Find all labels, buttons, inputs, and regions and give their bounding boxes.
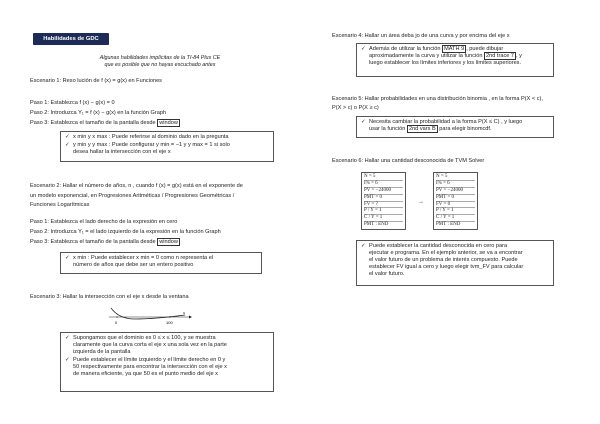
label-zero: 0 (115, 320, 118, 325)
tvm-row: PMT = 0 (436, 195, 475, 202)
s2-step-2: Paso 2: Introduzca Y₁ = el lado izquierdo de la expresión en la función Graph (30, 229, 221, 235)
intro-line-1: Algunas habilidades implícitas de la TI-84 Plus CE (99, 55, 221, 61)
tvm-row: PV = −24000 (436, 188, 475, 195)
s4-tip-3-text: luego establecer los límites inferiores y los límites superiores. (369, 59, 522, 66)
s6-tip-1: Puede establecer la cantidad desconocida en cero para (369, 243, 508, 249)
scenario-6-heading: Escenario 6: Hallar una cantidad desconocida de TVM Solver (332, 158, 485, 164)
scenario-5-heading-1: Escenario 5: Hallar probabilidades en una distribución binomia , en la forma P(X < c), (332, 96, 543, 102)
s5-tips-box (356, 116, 554, 138)
trace7-key: 2nd trace 7 (486, 52, 515, 59)
tvm-row: FV = 0 (436, 202, 475, 209)
s5-tip-1-text: Necesita cambiar la probabilidad a la forma P(X ≤ C) , y luego (369, 119, 523, 125)
s3-tip-1-b: claramente que la curva corta el eje x una sola vez en la parte (73, 341, 227, 348)
intro-text (60, 55, 260, 70)
intersection-sketch (105, 306, 195, 328)
tvm-row: P / Y = 1 (364, 208, 403, 215)
s1-step-2: Paso 2: Introduzca Y₁ = f (x) − g(x) en la función Graph (30, 110, 167, 116)
tvm-screen-before (361, 172, 406, 230)
s6-tip-5: el valor futuro. (369, 270, 405, 277)
s2-tip-1-text: x min : Puede establecer x min = 0 como n representa el (73, 255, 214, 261)
s6-tip-1 (361, 243, 549, 278)
tvm-row: N = 5 (436, 174, 475, 181)
s1-step-1: Paso 1: Establezca f (x) − g(x) = 0 (30, 100, 115, 106)
scenario-1-heading: Escenario 1: Reso lución de f (x) = g(x) en Funciones (30, 78, 162, 84)
s6-tip-2: ejecutar e programa. En el ejemplo anterior, se va a encontrar (369, 249, 523, 256)
s1-step-3-text: Paso 3: Establezca el tamaño de la pantalla desde (30, 120, 156, 126)
window-key: window (159, 120, 178, 126)
tvm-row: PV = −24000 (364, 188, 403, 195)
tvm-row: C / Y = 1 (364, 215, 403, 222)
s3-tip-1-a: Supongamos que el dominio es 0 ≤ x ≤ 100, y se muestra (73, 335, 216, 341)
s1-step-3 (30, 120, 180, 127)
tvm-row: FV = ? (364, 202, 403, 209)
s1-tip-2-text-b: desea hallar la intersección con el eje x (73, 148, 171, 155)
tvm-row: N = 5 (364, 174, 403, 181)
s3-tip-1 (65, 335, 269, 356)
s4-tip-2-text: aproximadamente la curva y utilizar la función (369, 52, 483, 59)
s1-tip-2 (65, 142, 269, 156)
tvm-row: I% = 6 (364, 181, 403, 188)
vars-b-key: 2nd vars B (408, 125, 436, 132)
scenario-3-heading: Escenario 3: Hallar la intersección con el eje x desde la ventana (30, 294, 189, 300)
tvm-row: I% = 6 (436, 181, 475, 188)
scenario-2-heading-2: un modelo exponencial, en Progresiones Aritméticas / Progresiones Geométricas / (30, 193, 235, 199)
s2-step-3 (30, 239, 180, 246)
s6-tip-3: el valor futuro de un problema de interés compuesto. Puede (369, 256, 518, 263)
s2-tip-1 (65, 255, 257, 269)
s4-tip-1 (361, 46, 549, 67)
tvm-screen-after (433, 172, 478, 230)
scenario-4-heading: Escenario 4: Hallar un área deba jo de una curva y por encima del eje x (332, 33, 510, 39)
s1-tips-box (60, 131, 274, 162)
scenario-2-heading-3: Funciones Logarítmicas (30, 202, 90, 208)
s3-tips-box (60, 332, 274, 392)
s1-tip-1 (65, 134, 269, 141)
tvm-row: PMT = 0 (364, 195, 403, 202)
s1-tip-1-text: x min y x max : Puede referirse al dominio dado en la pregunta (73, 134, 229, 140)
page-title: Habilidades de GDC (33, 33, 109, 45)
s3-tip-2 (65, 357, 269, 378)
window-key-2: window (159, 239, 178, 245)
s3-tip-2-b: 50 respectivamente para encontrar la intersección con el eje x (73, 363, 227, 370)
s6-tips-box (356, 240, 554, 286)
s4-tip-1-end: , puede dibujar (466, 46, 504, 52)
s4-tip-1-text: Además de utilizar la función (369, 46, 441, 52)
math9-key: MATH 9 (444, 46, 465, 52)
s2-tip-1-text-b: número de años que debe ser un entero positivo (73, 261, 194, 268)
tvm-row: PMT : END (436, 222, 461, 228)
s4-tip-2-end: , y (516, 52, 522, 59)
s3-tip-1-c: izquierda de la pantalla (73, 348, 131, 355)
s5-tip-2-text: usar la función (369, 125, 406, 132)
tvm-row: PMT : END (364, 222, 389, 228)
arrow-icon: → (418, 199, 424, 205)
s1-tip-2-text: y min y y max : Puede configurar y min = −1 y y max = 1 si solo (73, 141, 230, 148)
label-x: x (183, 310, 185, 315)
s4-tips-box (356, 43, 554, 77)
tvm-row: C / Y = 1 (436, 215, 475, 222)
tvm-row: P / Y = 1 (436, 208, 475, 215)
s5-tip-2-end: para elegir binomcdf. (439, 125, 492, 132)
s2-tips-box (60, 252, 262, 274)
scenario-5-heading-2: P(X > c) o P(X ≥ c) (332, 105, 379, 111)
scenario-2-heading-1: Escenario 2: Hallar el número de años, n , cuando f (x) = g(x) está en el exponente de (30, 183, 243, 189)
s3-tip-2-a: Puede establecer el límite izquierdo y el límite derecho en 0 y (73, 356, 226, 363)
s5-tip-1 (361, 119, 549, 133)
curve (111, 308, 185, 319)
x-axis-arrow (189, 316, 192, 319)
intro-line-2: que es posible que no hayas escuchado antes (104, 62, 216, 69)
s6-tip-4: establecer FV igual a cero y luego elegir tvm_FV para calcular (369, 263, 524, 270)
s2-step-3-text: Paso 3: Establezca el tamaño de la pantalla desde (30, 239, 156, 245)
s2-step-1: Paso 1: Establezca el lado derecho de la expresión en cero (30, 219, 178, 225)
label-hundred: 100 (166, 320, 173, 325)
s3-tip-2-c: de manera eficiente, ya que 50 es el punto medio del eje x (73, 370, 218, 377)
